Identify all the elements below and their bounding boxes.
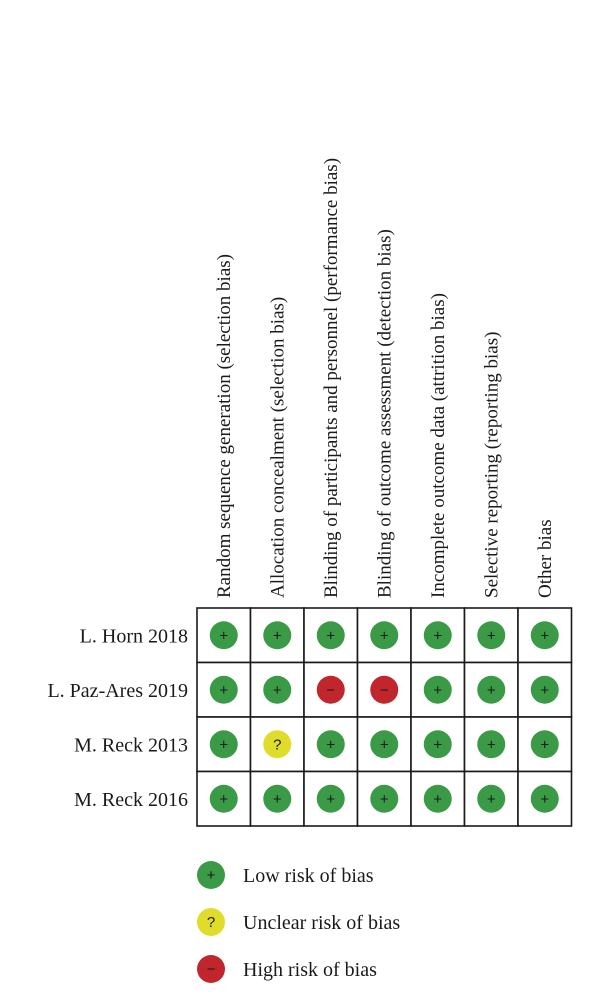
legend (197, 861, 400, 983)
judgement-symbol: + (486, 790, 496, 808)
legend-symbol: + (206, 867, 216, 884)
judgement-symbol: + (540, 736, 550, 754)
legend-label: High risk of bias (243, 959, 377, 981)
judgement-symbol: + (540, 790, 550, 808)
judgement-symbol: + (433, 681, 443, 699)
study-label: L. Horn 2018 (79, 625, 188, 648)
domain-label: Incomplete outcome data (attrition bias) (427, 293, 449, 598)
domain-label: Other bias (534, 519, 556, 598)
judgement-symbol: + (219, 681, 229, 699)
legend-symbol: − (206, 961, 216, 978)
domain-labels (214, 158, 556, 598)
domain-label: Random sequence generation (selection bias) (213, 254, 235, 598)
judgement-symbol: + (540, 681, 550, 699)
judgement-symbol: + (272, 627, 282, 645)
judgement-symbol: + (326, 627, 336, 645)
judgement-symbol: + (540, 627, 550, 645)
judgement-symbol: + (486, 627, 496, 645)
domain-label: Allocation concealment (selection bias) (267, 296, 289, 598)
judgement-symbol: ? (273, 736, 282, 754)
study-label: M. Reck 2013 (74, 734, 188, 757)
domain-label: Blinding of outcome assessment (detection bias) (374, 229, 396, 598)
judgement-symbol: + (433, 736, 443, 754)
judgement-symbol: + (219, 627, 229, 645)
judgement-symbol: + (219, 790, 229, 808)
judgement-symbol: + (326, 736, 336, 754)
study-label: L. Paz-Ares 2019 (47, 679, 188, 702)
legend-label: Unclear risk of bias (243, 912, 401, 934)
judgement-symbol: − (379, 681, 389, 699)
legend-label: Low risk of bias (243, 865, 374, 887)
judgement-symbol: + (272, 790, 282, 808)
judgement-grid (197, 608, 572, 826)
judgement-symbol: + (219, 736, 229, 754)
judgement-symbol: + (433, 627, 443, 645)
study-label: M. Reck 2016 (74, 788, 188, 811)
judgement-symbol: + (272, 681, 282, 699)
legend-symbol: ? (206, 914, 216, 931)
judgement-symbol: + (486, 736, 496, 754)
domain-label: Selective reporting (reporting bias) (481, 331, 503, 598)
judgement-symbol: + (326, 790, 336, 808)
judgement-symbol: + (486, 681, 496, 699)
judgement-symbol: + (379, 790, 389, 808)
judgement-symbol: + (379, 627, 389, 645)
domain-label: Blinding of participants and personnel (performance bias) (320, 157, 342, 598)
judgement-symbol: − (326, 681, 336, 699)
study-labels (47, 625, 188, 811)
judgement-symbol: + (379, 736, 389, 754)
judgement-symbol: + (433, 790, 443, 808)
